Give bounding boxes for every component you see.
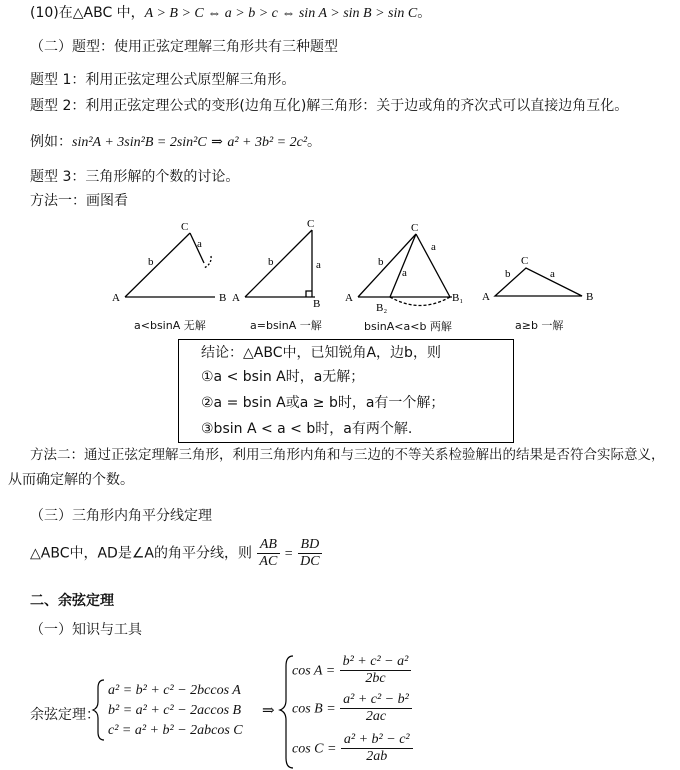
cosC-den: 2ab: [366, 749, 388, 764]
frac-num-bd: BD: [298, 537, 323, 554]
fig1-label-B: B: [219, 292, 227, 304]
fig3-label-B1: B₁: [452, 292, 464, 304]
example-line: [30, 133, 321, 152]
frac-den-ac: AC: [259, 554, 278, 569]
triangle-figures: [0, 210, 680, 330]
fig1-label-C: C: [181, 221, 189, 233]
cosA-formula: [292, 654, 411, 687]
conclusion-line2: ①a < bsin A时，a无解；: [201, 369, 365, 385]
fig4-label-A: A: [482, 291, 490, 303]
conclusion-line3: ②a = bsin A或a ≥ b时，a有一个解；: [201, 395, 445, 411]
cosA-num: b² + c² − a²: [340, 654, 412, 671]
fig2-label-b: b: [268, 256, 274, 268]
cosC-num: a² + b² − c²: [341, 732, 413, 749]
cosB-den: 2ac: [365, 709, 387, 724]
figure-one-solution-right: [245, 230, 315, 297]
cosB-lhs: cos B =: [292, 701, 336, 717]
equals-sign: =: [284, 546, 293, 562]
method2-line1: 方法二：通过正弦定理解三角形，利用三角形内角和与三边的不等关系检验解出的结果是否符合实际意义，: [30, 447, 665, 463]
cosine-subtitle: （一）知识与工具: [30, 622, 142, 638]
cosC-lhs: cos C =: [292, 741, 337, 757]
example-lhs: sin²A + 3sin²B = 2sin²C: [72, 135, 207, 150]
fig2-label-A: A: [232, 292, 240, 304]
cosA-lhs: cos A =: [292, 663, 336, 679]
caption-no-solution: a<bsinA 无解: [134, 319, 206, 332]
line-10: [30, 4, 431, 23]
caption-one-solution-acute: a≥b 一解: [515, 319, 564, 332]
fig2-label-a: a: [316, 259, 321, 271]
fig2-label-B: B: [313, 298, 321, 310]
section3-title: （三）三角形内角平分线定理: [30, 508, 212, 524]
bisector-theorem: [30, 537, 323, 570]
cosB-formula: [292, 692, 412, 725]
type3-text: 题型 3：三角形解的个数的讨论。: [30, 169, 240, 185]
line-10-prefix: (10)在△ABC 中，: [30, 5, 145, 21]
fig2-label-C: C: [307, 218, 315, 230]
cosine-eq1: a² = b² + c² − 2bccos A: [108, 683, 241, 698]
left-brace-icon: [93, 680, 104, 740]
example-end: 。: [307, 134, 322, 150]
fig3-label-B2: B₂: [376, 302, 388, 314]
type2-text: 题型 2：利用正弦定理公式的变形(边角互化)解三角形：关于边或角的齐次式可以直接边角互化。: [30, 98, 629, 114]
caption-one-solution-right: a=bsinA 一解: [250, 319, 322, 332]
fig3-label-a-inner: a: [402, 267, 407, 279]
cosA-den: 2bc: [365, 671, 386, 686]
example-rhs: a² + 3b² = 2c²: [227, 135, 308, 150]
bisector-text: △ABC中，AD是∠A的角平分线，则: [30, 545, 252, 562]
method1-text: 方法一：画图看: [30, 193, 128, 209]
line-10-end: 。: [417, 5, 432, 21]
cosine-label: 余弦定理：: [30, 707, 100, 723]
example-label: 例如：: [30, 134, 72, 150]
line-10-math: A > B > C ⇔ a > b > c ⇔ sin A > sin B > sin C: [144, 6, 418, 21]
fig3-label-b: b: [378, 256, 384, 268]
fig4-label-C: C: [521, 255, 529, 267]
fraction-ab-ac: [256, 537, 280, 570]
conclusion-line4: ③bsin A < a < b时，a有两个解.: [201, 421, 413, 437]
cosA-fraction: [340, 654, 412, 687]
fig1-label-b: b: [148, 256, 154, 268]
cosine-eq2: b² = a² + c² − 2accos B: [108, 703, 242, 718]
fig4-label-B: B: [586, 291, 594, 303]
cosine-title: 二、余弦定理: [30, 593, 114, 609]
fig1-label-a: a: [197, 238, 202, 250]
conclusion-line1: 结论：△ABC中，已知锐角A，边b，则: [201, 345, 441, 361]
cosC-fraction: [341, 732, 413, 765]
cosine-implies-arrow: ⇒: [262, 703, 275, 719]
caption-two-solutions: bsinA<a<b 两解: [364, 320, 452, 333]
implies-arrow: ⇒: [211, 135, 223, 150]
section2-title: （二）题型：使用正弦定理解三角形共有三种题型: [30, 39, 338, 55]
cosC-formula: [292, 732, 413, 765]
frac-num-ab: AB: [257, 537, 280, 554]
frac-den-dc: DC: [300, 554, 320, 569]
cosB-num: a² + c² − b²: [340, 692, 412, 709]
cosB-fraction: [340, 692, 412, 725]
method2-line2: 从而确定解的个数。: [8, 472, 134, 488]
cosine-eq3: c² = a² + b² − 2abcos C: [108, 723, 243, 738]
fig1-label-A: A: [112, 292, 120, 304]
fig3-label-a-outer: a: [431, 241, 436, 253]
fig4-label-b: b: [505, 268, 511, 280]
conclusion-box: [178, 339, 514, 443]
fraction-bd-dc: [297, 537, 322, 570]
type1-text: 题型 1：利用正弦定理公式原型解三角形。: [30, 72, 296, 88]
fig4-label-a: a: [550, 268, 555, 280]
fig3-label-C: C: [411, 222, 419, 234]
fig3-label-A: A: [345, 292, 353, 304]
